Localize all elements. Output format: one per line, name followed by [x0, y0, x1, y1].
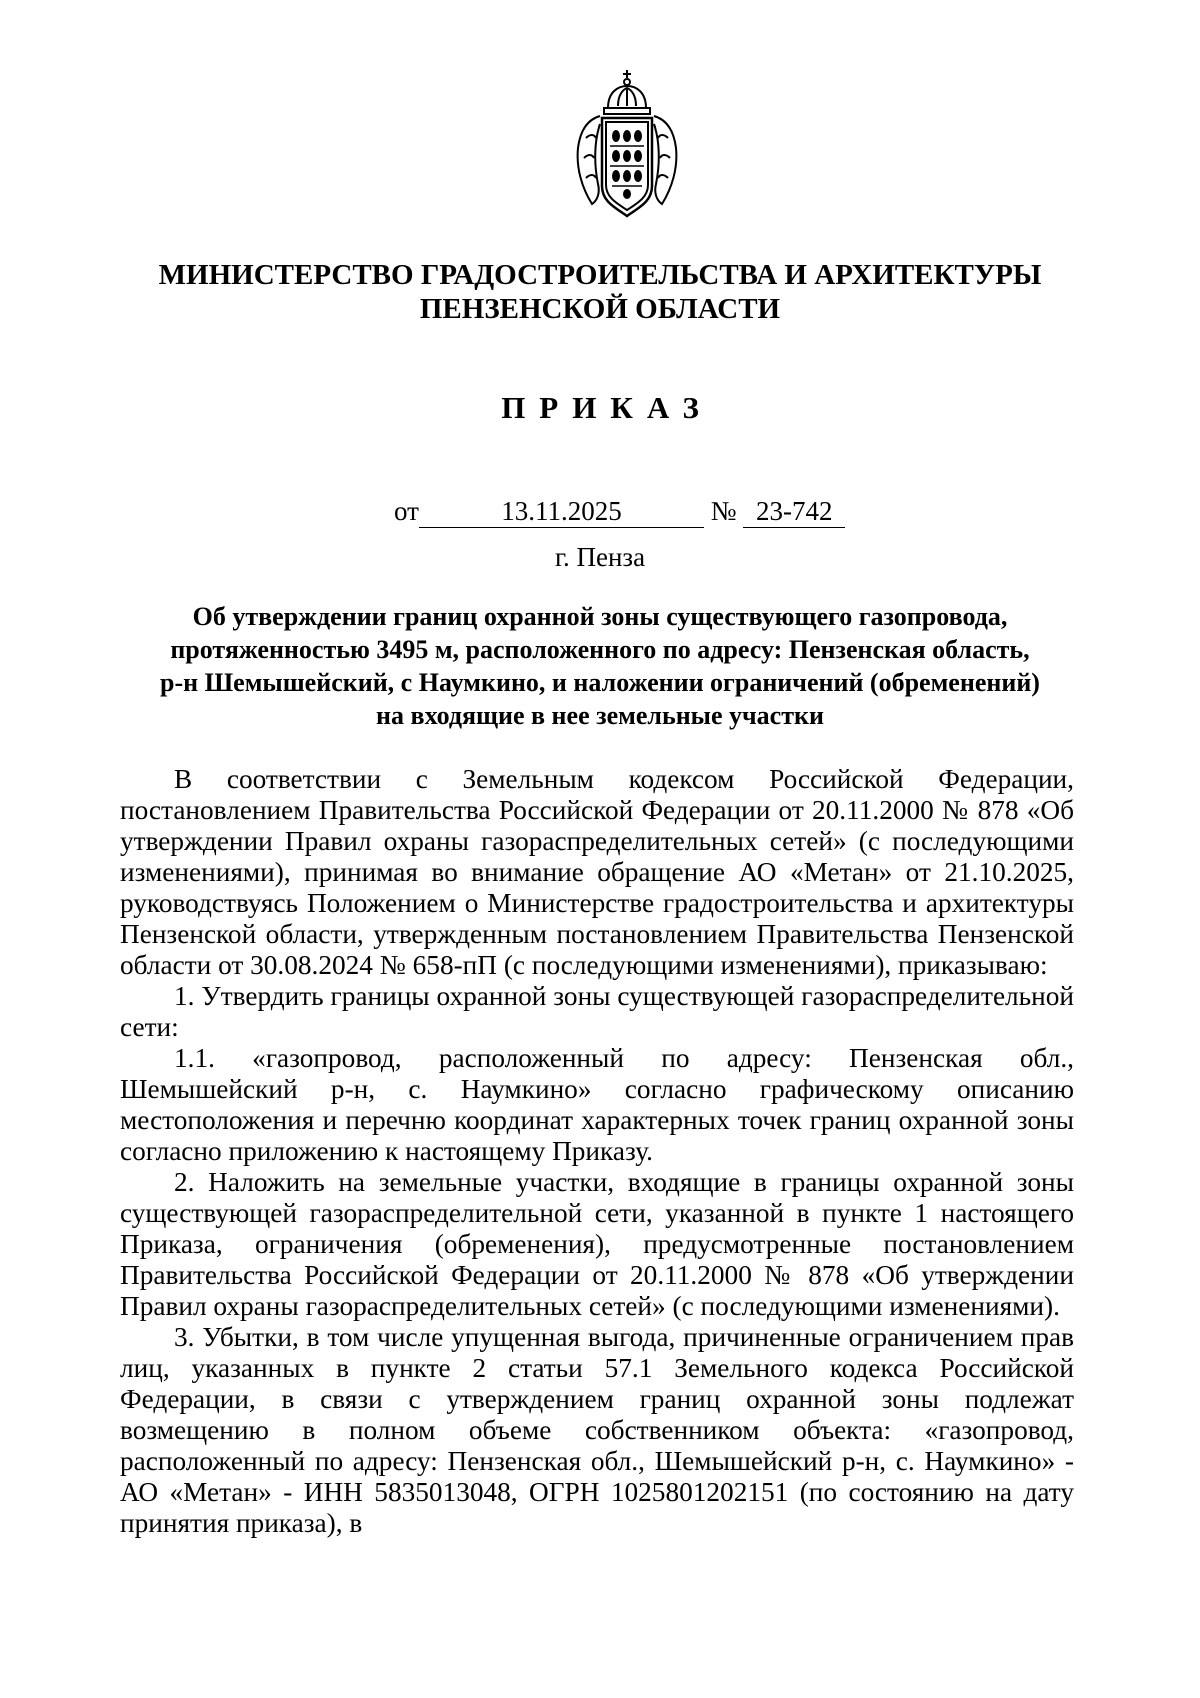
body-paragraph-item-1-1: 1.1. «газопровод, расположенный по адресу: Пензенская обл., Шемышейский р-н, с. Наумкино» согласно графическому описанию местоположения и перечню координат характерных точек границ охранной зоны согласно приложению к настоящему Приказу.	[120, 1043, 1074, 1166]
document-type-heading: ПРИКАЗ	[501, 390, 713, 425]
document-body	[120, 764, 1074, 1539]
order-number: 23-742	[743, 496, 845, 528]
date-number-line	[394, 496, 845, 528]
city-line: г. Пенза	[554, 542, 646, 572]
coat-of-arms-emblem	[572, 68, 682, 224]
title-line: протяженностью 3495 м, расположенного по адресу: Пензенская область,	[170, 635, 1030, 664]
title-line: на входящие в нее земельные участки	[376, 701, 824, 730]
ministry-name	[120, 258, 1080, 326]
body-paragraph-item-3: 3. Убытки, в том числе упущенная выгода, причиненные ограничением прав лиц, указанных в пункте 2 статьи 57.1 Земельного кодекса Российской Федерации, в связи с утверждением границ охранной зоны подлежат возмещению в полном объеме собственником объекта: «газопровод, расположенный по адресу: Пензенская обл., Шемышейский р-н, с. Наумкино» - АО «Метан» - ИНН 5835013048, ОГРН 1025801202151 (по состоянию на дату принятия приказа), в	[120, 1322, 1074, 1538]
document-title	[140, 600, 1060, 732]
body-paragraph-preamble: В соответствии с Земельным кодексом Российской Федерации, постановлением Правительства Российской Федерации от 20.11.2000 № 878 «Об утверждении Правил охраны газораспределительных сетей» (с последующими изменениями), принимая во внимание обращение АО «Метан» от 21.10.2025, руководствуясь Положением о Министерстве градостроительства и архитектуры Пензенской области, утвержденным постановлением Правительства Пензенской области от 30.08.2024 № 658-пП (с последующими изменениями), приказываю:	[120, 764, 1074, 980]
ministry-name-line-2: ПЕНЗЕНСКОЙ ОБЛАСТИ	[419, 293, 781, 325]
body-paragraph-item-2: 2. Наложить на земельные участки, входящие в границы охранной зоны существующей газораспределительной сети, указанной в пункте 1 настоящего Приказа, ограничения (обременения), предусмотренные постановлением Правительства Российской Федерации от 20.11.2000 № 878 «Об утверждении Правил охраны газораспределительных сетей» (с последующими изменениями).	[120, 1167, 1074, 1321]
title-line: Об утверждении границ охранной зоны существующего газопровода,	[192, 602, 1008, 631]
date-prefix: от	[394, 496, 419, 526]
title-line: р-н Шемышейский, с Наумкино, и наложении ограничений (обременений)	[160, 668, 1040, 697]
number-prefix: №	[710, 496, 737, 526]
order-date: 13.11.2025	[419, 496, 704, 528]
ministry-name-line-1: МИНИСТЕРСТВО ГРАДОСТРОИТЕЛЬСТВА И АРХИТЕКТУРЫ	[158, 259, 1042, 291]
body-paragraph-item-1: 1. Утвердить границы охранной зоны существующей газораспределительной сети:	[120, 981, 1074, 1042]
